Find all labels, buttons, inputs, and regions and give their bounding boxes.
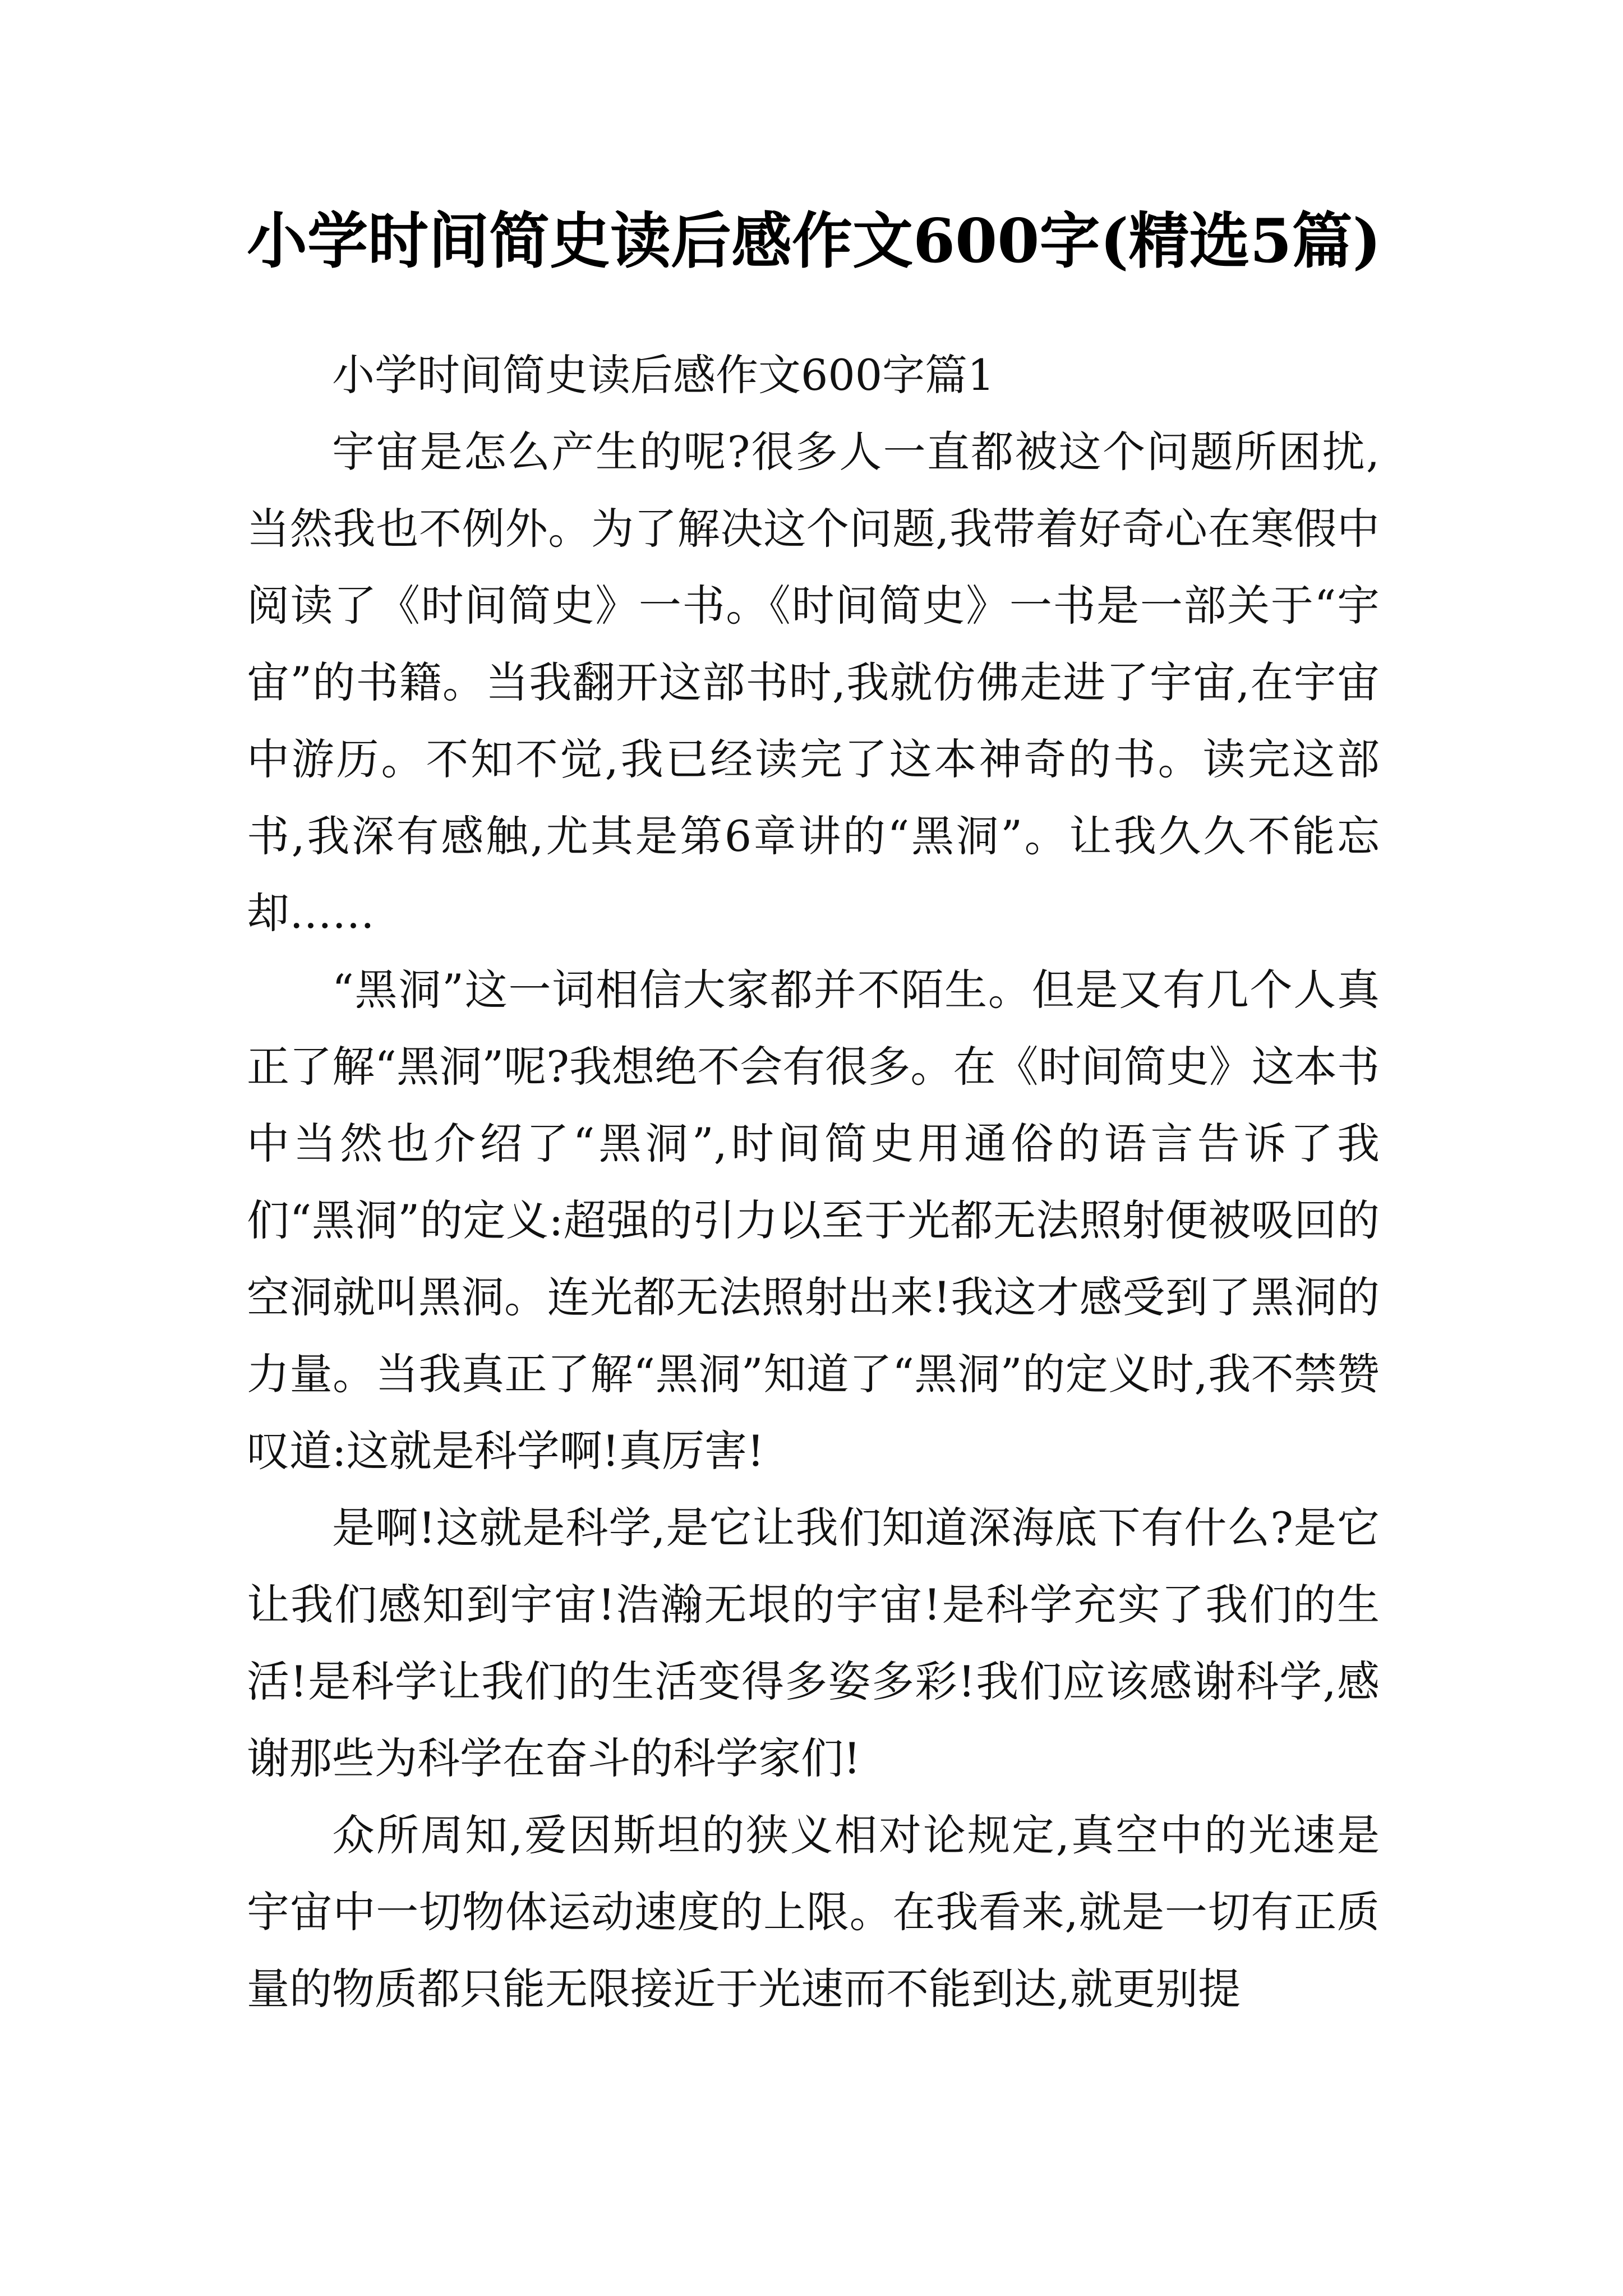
document-title: 小学时间简史读后感作文600字(精选5篇) — [247, 206, 1381, 277]
paragraph: 宇宙是怎么产生的呢?很多人一直都被这个问题所困扰,当然我也不例外。为了解决这个问题,我带着好奇心在寒假中阅读了《时间简史》一书。《时间简史》一书是一部关于“宇宙”的书籍。当我翻开这部书时,我就仿佛走进了宇宙,在宇宙中游历。不知不觉,我已经读完了这本神奇的书。读完这部书,我深有感触,尤其是第6章讲的“黑洞”。让我久久不能忘却…… — [247, 427, 1380, 938]
paragraph: 是啊!这就是科学,是它让我们知道深海底下有什么?是它让我们感知到宇宙!浩瀚无垠的宇宙!是科学充实了我们的生活!是科学让我们的生活变得多姿多彩!我们应该感谢科学,感谢那些为科学在奋斗的科学家们! — [247, 1503, 1380, 1783]
document-body — [247, 337, 1380, 2027]
paragraph: “黑洞”这一词相信大家都并不陌生。但是又有几个人真正了解“黑洞”呢?我想绝不会有很多。在《时间简史》这本书中当然也介绍了“黑洞”,时间简史用通俗的语言告诉了我们“黑洞”的定义:超强的引力以至于光都无法照射便被吸回的空洞就叫黑洞。连光都无法照射出来!我这才感受到了黑洞的力量。当我真正了解“黑洞”知道了“黑洞”的定义时,我不禁赞叹道:这就是科学啊!真厉害! — [247, 965, 1380, 1476]
section-heading: 小学时间简史读后感作文600字篇1 — [332, 350, 995, 400]
paragraph: 众所周知,爱因斯坦的狭义相对论规定,真空中的光速是宇宙中一切物体运动速度的上限。在我看来,就是一切有正质量的物质都只能无限接近于光速而不能到达,就更别提 — [247, 1810, 1380, 2014]
